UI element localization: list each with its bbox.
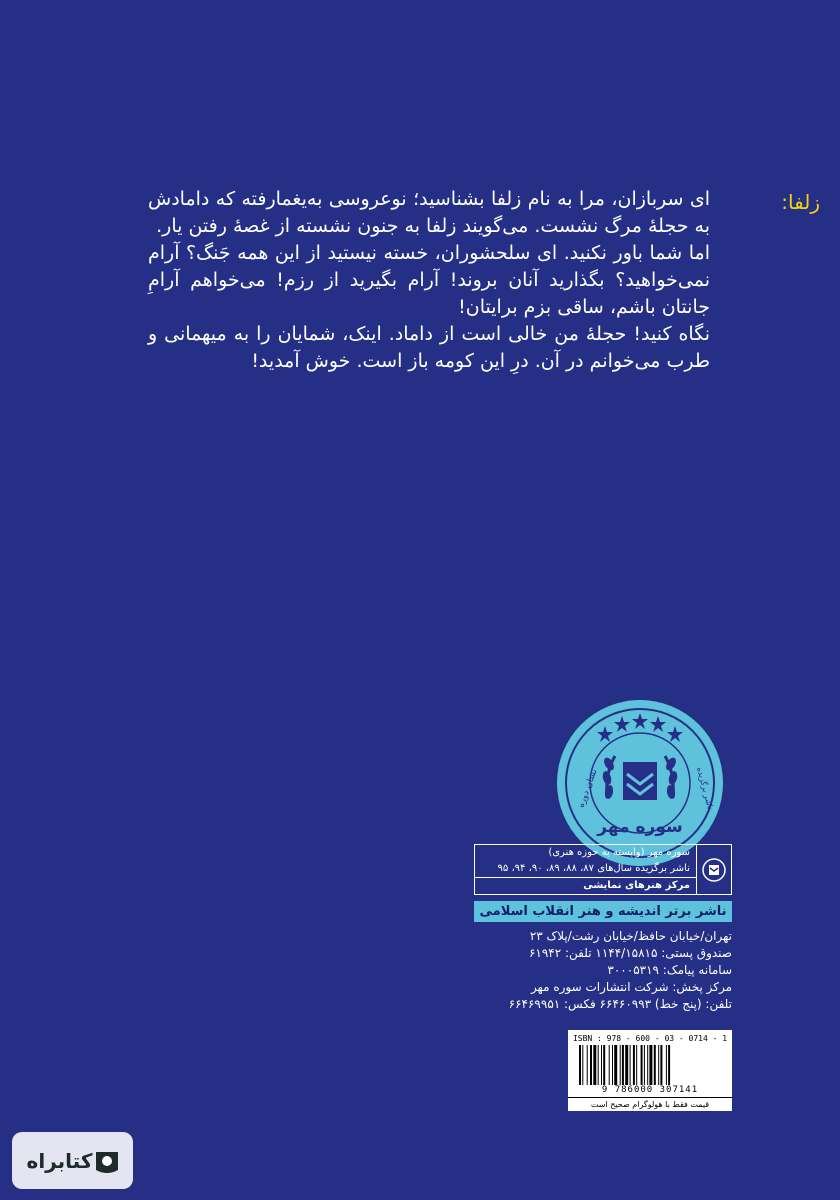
address-line: تلفن: (پنج خط) ۶۶۴۶۰۹۹۳ فکس: ۶۶۴۶۹۹۵۱ (508, 997, 732, 1011)
monologue-text (148, 186, 710, 375)
isbn-barcode-box (568, 1030, 732, 1111)
price-note: قیمت فقط با هولوگرام صحیح است (568, 1097, 732, 1111)
speaker-name: زلفا: (781, 190, 820, 214)
watermark-logo-icon (92, 1146, 122, 1176)
address-line: تهران/خیابان حافظ/خیابان رشت/پلاک ۲۳ (529, 929, 732, 943)
book-emblem-icon (701, 857, 727, 883)
address-line: مرکز پخش: شرکت انتشارات سوره مهر (530, 980, 732, 994)
monologue-paragraph: ای سربازان، مرا به نام زلفا بشناسید؛ نوعروسی به‌یغمارفته که دامادش به حجلهٔ مرگ نشست. می‌گویند زلفا به جنون نشسته از غصهٔ رفتن یار. (148, 188, 710, 237)
publisher-address (474, 928, 732, 1013)
isbn-digits: 9 786000 307141 (601, 1085, 699, 1095)
seal-name: سوره مهر (597, 817, 683, 837)
publisher-imprint (474, 844, 732, 1013)
address-line: صندوق پستی: ۱۱۴۴/۱۵۸۱۵ تلفن: ۶۱۹۴۲ (528, 946, 732, 960)
monologue-paragraph: اما شما باور نکنید. ای سلحشوران، خسته نیستید از این همه جَنگ؟ آرام نمی‌خواهید؟ بگذارید آنان بروند! آرام بگیرید از رزم! می‌خواهم آرامِ جانتان باشم، ساقی بزم برایتان! (148, 242, 710, 318)
publisher-line-3: مرکز هنرهای نمایشی (475, 877, 696, 894)
watermark-badge (12, 1132, 133, 1189)
watermark-text: کتابراه (26, 1148, 93, 1173)
publisher-line-1: سوره مهر (وابسته به حوزه هنری) (548, 847, 690, 858)
publisher-line-2: ناشر برگزیده سال‌های ۸۷، ۸۸، ۸۹، ۹۰، ۹۴، ۹۵ (497, 863, 690, 874)
seal-arc-text-2: ناشر برگزیده (695, 766, 716, 811)
publisher-box (474, 844, 732, 895)
publisher-seal-logo (555, 698, 725, 868)
publisher-mini-logo (696, 845, 731, 894)
monologue-paragraph: نگاه کنید! حجلهٔ من خالی است از داماد. اینک، شمایان را به میهمانی و طرب می‌خوانم در آن. درِ این کومه باز است. خوش آمدید! (148, 323, 710, 372)
address-line: سامانه پیامک: ۳۰۰۰۵۳۱۹ (607, 963, 732, 977)
publisher-banner: ناشر برتر اندیشه و هنر انقلاب اسلامی (474, 901, 732, 922)
barcode-image (575, 1045, 725, 1085)
seal-arc-text: نشان دوره (576, 767, 600, 810)
isbn-label: ISBN : 978 - 600 - 03 - 0714 - 1 (572, 1034, 728, 1043)
